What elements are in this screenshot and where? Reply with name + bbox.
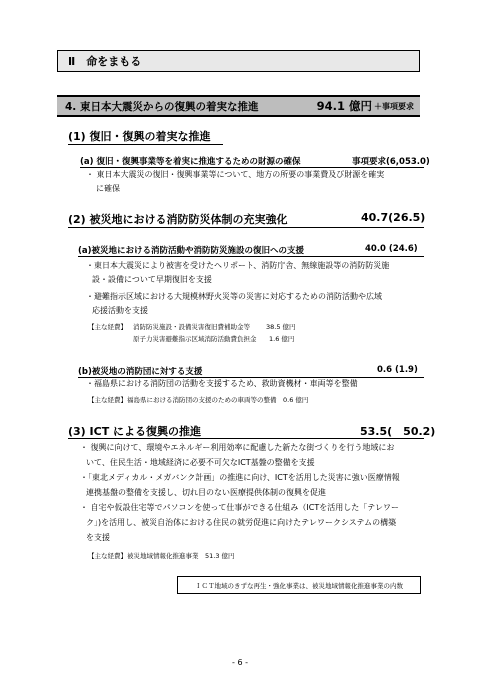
sub3-expense: 【主な経費】被災地域情報化推進事業 51.3 億円: [88, 552, 235, 560]
sub2-item-b-label: (b)被災地の消防団に対する支援: [78, 367, 203, 377]
sub2-item-b-amount: 0.6 (1.9): [377, 365, 418, 375]
sub3-note: ＩＣＴ地域のきずな再生・強化事業は、被災地域情報化推進事業の内数: [195, 581, 403, 590]
sub3-bullet2-line1: ・「東北メディカル・メガバンク計画」の推進に向け、ICTを活用した災害に強い医療情報: [80, 473, 400, 482]
section-title: Ⅱ 命をまもる: [68, 55, 142, 68]
sub3-bullet1-line1: ・ 復興に向けて、環境やエネルギー利用効率に配慮した新たな街づくりを行う地域にお: [80, 443, 395, 452]
sub3-bullet3-line3: を支援: [86, 533, 110, 542]
sub2-expense1-name: 消防防災施設・設備災害復旧費補助金等: [133, 323, 250, 331]
sub3-note-box: [177, 576, 421, 594]
sub2-item-a-label: (a)被災地における消防活動や消防防災施設の復旧への支援: [78, 246, 305, 256]
sub2-bullet1-line1: ・東日本大震災により被害を受けたヘリポート、消防庁舎、無線施設等の消防防災施: [86, 261, 390, 270]
sub2-amount: 40.7(26.5): [361, 211, 426, 224]
sub1-bullet1-line2: に確保: [96, 184, 120, 193]
sub2-expense2-amount: 1.6 億円: [269, 335, 295, 343]
page-number: - 6 -: [232, 658, 248, 667]
sub1-bullet1-line1: ・ 東日本大震災の復旧・復興事業等について、地方の所要の事業費及び財源を確実: [86, 170, 385, 179]
sub3-bullet1-line2: いて、住民生活・地域経済に必要不可欠なICT基盤の整備を支援: [86, 458, 315, 467]
sub2-bullet2-line1: ・避難指示区域における大規模林野火災等の災害に対応するための消防活動や広域: [86, 292, 382, 301]
sub2-expense3: 【主な経費】福島県における消防団の支援のための車両等の整備 0.6 億円: [88, 396, 309, 404]
sub2-expense2-name: 原子力災害避難指示区域消防活動費負担金: [133, 335, 257, 343]
sub2-bullet2-line2: 応援活動を支援: [92, 306, 148, 315]
banner-amount: 94.1 億円: [316, 99, 372, 113]
sub3-heading: (3) ICT による復興の推進: [68, 425, 202, 438]
sub2-bullet3: ・福島県における消防団の活動を支援するため、救助資機材・車両等を整備: [86, 379, 358, 388]
sub1-item-a-label: (a) 復旧・復興事業等を着実に推進するための財源の確保: [80, 157, 301, 167]
sub2-expense-label: 【主な経費】: [88, 323, 127, 331]
sub2-expense1-amount: 38.5 億円: [266, 323, 296, 331]
section-title-box: [57, 50, 420, 72]
sub3-amount: 53.5( 50.2): [360, 425, 436, 438]
sub2-item-a-amount: 40.0 (24.6): [365, 244, 418, 254]
sub3-bullet3-line2: ク」)を活用し、被災自治体における住民の就労促進に向けたテレワークシステムの構築: [86, 518, 397, 527]
sub3-rule: [68, 438, 424, 439]
topic-banner: [57, 95, 420, 117]
sub1-item-a-amount: 事項要求(6,053.0): [352, 157, 430, 167]
banner-suffix: ＋事項要求: [374, 101, 414, 111]
sub3-bullet3-line1: ・ 自宅や仮設住宅等でパソコンを使って仕事ができる仕組み（ICTを活用した「テレワー: [80, 503, 400, 512]
banner-title: 4. 東日本大震災からの復興の着実な推進: [65, 100, 259, 113]
sub2-item-a-rule: [78, 256, 424, 257]
sub1-rule: [68, 144, 223, 145]
sub2-rule: [68, 227, 424, 228]
sub1-heading: (1) 復旧・復興の着実な推進: [68, 130, 211, 143]
sub3-bullet2-line2: 連携基盤の整備を支援し、切れ目のない医療提供体制の復興を促進: [86, 488, 326, 497]
sub2-bullet1-line2: 設・設備について早期復旧を支援: [92, 275, 212, 284]
sub2-heading: (2) 被災地における消防防災体制の充実強化: [68, 213, 288, 226]
